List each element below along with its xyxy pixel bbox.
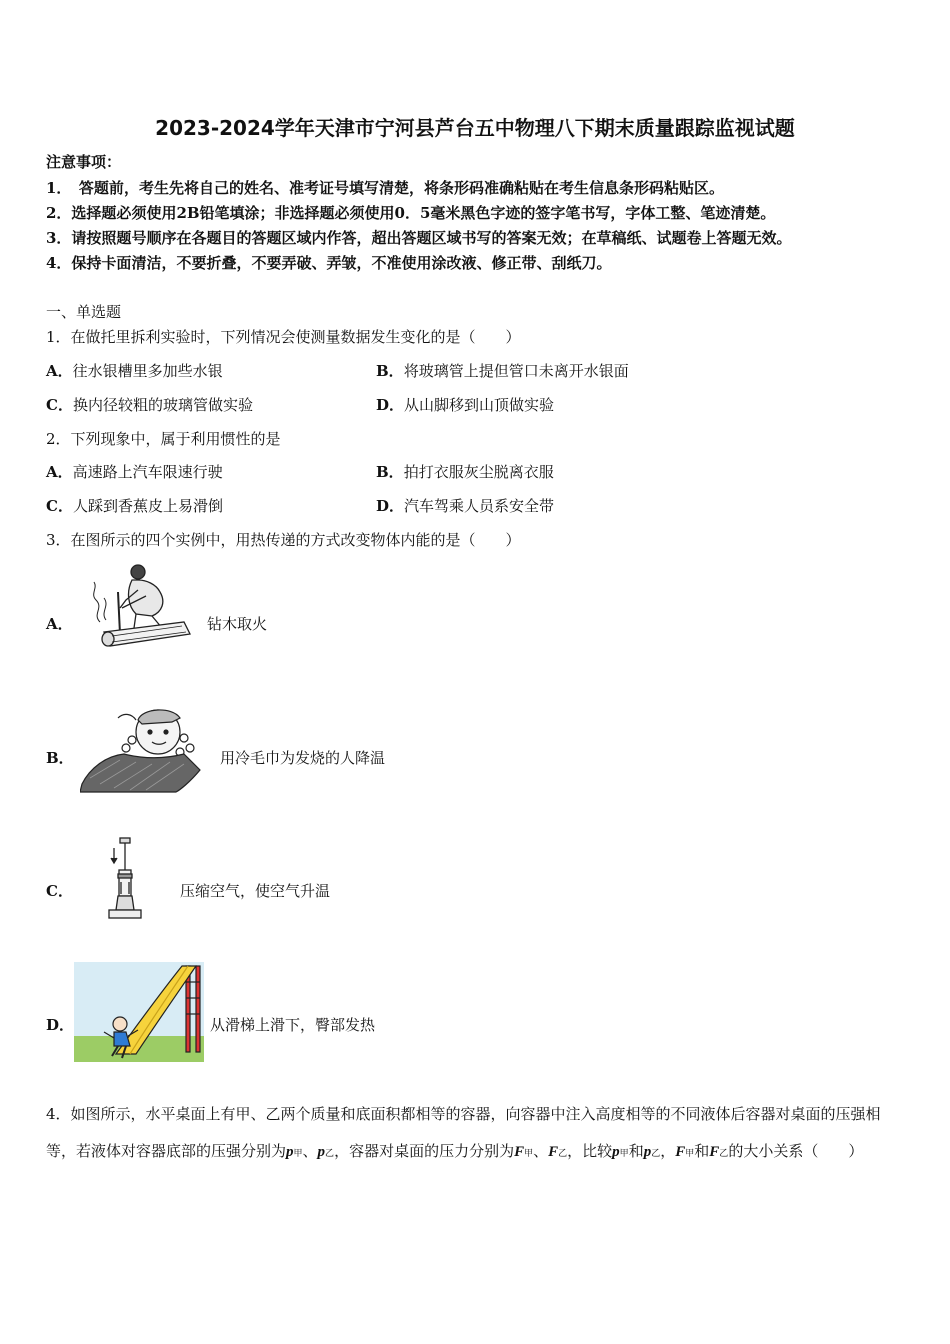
q4-text: 、 bbox=[302, 1142, 318, 1160]
q4-text: 和 bbox=[628, 1142, 644, 1160]
option-label: A． bbox=[46, 463, 73, 481]
option-text: 换内径较粗的玻璃管做实验 bbox=[72, 396, 253, 414]
question-4-stem bbox=[46, 1096, 908, 1173]
q4-text: 的大小关系（ ） bbox=[728, 1142, 864, 1160]
option-text: 汽车驾乘人员系安全带 bbox=[404, 497, 555, 515]
q1-option-c bbox=[46, 394, 253, 415]
q4-text: ，比较 bbox=[567, 1142, 613, 1160]
option-label: C． bbox=[46, 497, 73, 515]
q4-subscript: 乙 bbox=[651, 1149, 661, 1159]
option-text: 往水银槽里多加些水银 bbox=[72, 362, 223, 380]
q1-option-b bbox=[376, 360, 629, 381]
notice-item: 3．请按照题号顺序在各题目的答题区域内作答，超出答题区域书写的答案无效；在草稿纸、试题卷上答题无效。 bbox=[46, 229, 792, 247]
option-label: D． bbox=[376, 497, 405, 515]
page-title: 2023-2024学年天津市宁河县芦台五中物理八下期末质量跟踪监视试题 bbox=[155, 116, 795, 140]
q2-option-b bbox=[376, 461, 554, 482]
option-text: 从山脚移到山顶做实验 bbox=[404, 396, 555, 414]
option-label: B． bbox=[376, 463, 404, 481]
question-3-stem: 3．在图所示的四个实例中，用热传递的方式改变物体内能的是（ ） bbox=[46, 531, 521, 549]
q1-option-a bbox=[46, 360, 223, 381]
notice-item: 2．选择题必须使用2B铅笔填涂；非选择题必须使用0．5毫米黑色字迹的签字笔书写，字体工整、笔迹清楚。 bbox=[46, 204, 776, 222]
q4-text: ， bbox=[660, 1142, 676, 1160]
option-text: 将玻璃管上提但管口未离开水银面 bbox=[403, 362, 629, 380]
q4-text: 和 bbox=[694, 1142, 710, 1160]
q4-var-p: p bbox=[612, 1144, 620, 1160]
option-label: C． bbox=[46, 396, 73, 414]
option-label: C． bbox=[46, 882, 73, 900]
notice-item: 4．保持卡面清洁，不要折叠，不要弄破、弄皱，不准使用涂改液、修正带、刮纸刀。 bbox=[46, 254, 612, 272]
q2-option-a bbox=[46, 461, 223, 482]
option-text: 人踩到香蕉皮上易滑倒 bbox=[72, 497, 223, 515]
option-text: 用冷毛巾为发烧的人降温 bbox=[220, 749, 386, 767]
option-label: D． bbox=[46, 1016, 75, 1034]
q4-var-p: p bbox=[286, 1144, 294, 1160]
option-text: 拍打衣服灰尘脱离衣服 bbox=[403, 463, 554, 481]
drilling-wood-figure bbox=[82, 562, 194, 658]
q4-var-f: F bbox=[514, 1144, 525, 1160]
q4-text: 4．如图所示，水平桌面上有甲、乙两个质量和底面积都相等的容器，向容器中注入高度相等的不同液体后容器对桌面的压强相等，若液体对容器底部的压强分别为 bbox=[46, 1105, 881, 1160]
section-heading: 一、单选题 bbox=[46, 303, 122, 321]
option-label: A． bbox=[46, 615, 73, 633]
q4-var-p: p bbox=[643, 1144, 652, 1160]
option-text: 压缩空气，使空气升温 bbox=[180, 882, 331, 900]
option-text: 钻木取火 bbox=[207, 615, 268, 633]
q4-var-f: F bbox=[675, 1144, 686, 1160]
q1-option-d bbox=[376, 394, 554, 415]
q4-subscript: 甲 bbox=[685, 1149, 695, 1159]
notice-heading: 注意事项： bbox=[46, 153, 122, 171]
q2-option-c bbox=[46, 495, 223, 516]
option-label: B． bbox=[46, 749, 74, 767]
question-2-stem: 2．下列现象中，属于利用惯性的是 bbox=[46, 430, 281, 448]
q4-subscript: 甲 bbox=[293, 1149, 303, 1159]
q4-var-f: F bbox=[548, 1144, 559, 1160]
slide-figure bbox=[74, 962, 204, 1062]
q4-text: ，容器对桌面的压力分别为 bbox=[334, 1142, 515, 1160]
q4-subscript: 甲 bbox=[524, 1149, 534, 1159]
q4-var-p: p bbox=[317, 1144, 326, 1160]
question-1-stem: 1．在做托里拆利实验时，下列情况会使测量数据发生变化的是（ ） bbox=[46, 328, 521, 346]
q4-subscript: 乙 bbox=[719, 1149, 729, 1159]
option-label: D． bbox=[376, 396, 405, 414]
q4-subscript: 甲 bbox=[619, 1149, 629, 1159]
air-compression-figure bbox=[104, 836, 148, 924]
option-label: A． bbox=[46, 362, 73, 380]
notice-item: 1． 答题前，考生先将自己的姓名、准考证号填写清楚，将条形码准确粘贴在考生信息条形码粘贴区。 bbox=[46, 179, 724, 197]
option-text: 从滑梯上滑下，臀部发热 bbox=[210, 1016, 376, 1034]
option-text: 高速路上汽车限速行驶 bbox=[72, 463, 223, 481]
cold-towel-figure bbox=[80, 698, 214, 794]
q4-text: 、 bbox=[533, 1142, 549, 1160]
q4-subscript: 乙 bbox=[558, 1149, 568, 1159]
q4-var-f: F bbox=[709, 1144, 720, 1160]
q2-option-d bbox=[376, 495, 554, 516]
q4-subscript: 乙 bbox=[325, 1149, 335, 1159]
option-label: B． bbox=[376, 362, 404, 380]
